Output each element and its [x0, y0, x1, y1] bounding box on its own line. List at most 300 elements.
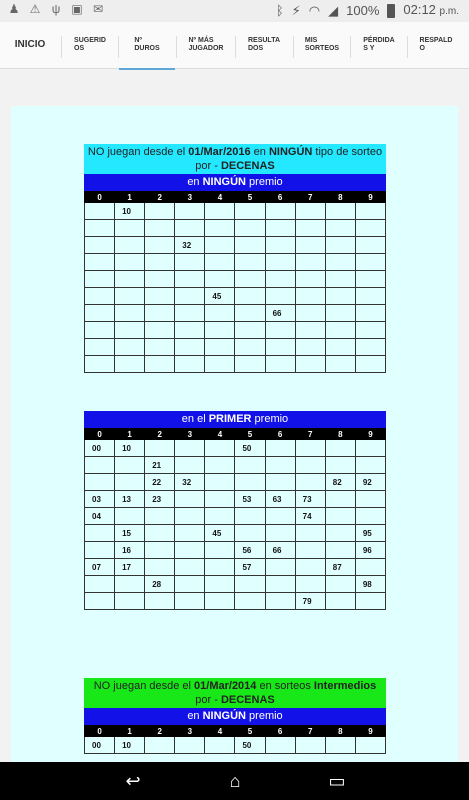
grid-cell: [175, 271, 205, 288]
column-header: 6: [265, 429, 295, 440]
grid-cell: [265, 254, 295, 271]
grid-cell: 21: [145, 457, 175, 474]
grid-cell: [115, 237, 145, 254]
table-row: [85, 440, 386, 457]
grid-cell: [205, 559, 235, 576]
grid-cell: 07: [85, 559, 115, 576]
grid-cell: [325, 508, 355, 525]
home-icon[interactable]: ⌂: [229, 771, 241, 791]
column-header: 1: [115, 429, 145, 440]
grid-cell: [325, 525, 355, 542]
recents-icon[interactable]: ▭: [328, 771, 346, 791]
grid-cell: 00: [85, 440, 115, 457]
column-header: 5: [235, 726, 265, 737]
column-header: 9: [355, 429, 385, 440]
grid-cell: [145, 237, 175, 254]
table-row: [85, 474, 386, 491]
grid-cell: [145, 203, 175, 220]
number-grid: [84, 725, 386, 754]
grid-cell: [145, 593, 175, 610]
grid-cell: [145, 322, 175, 339]
status-left-icons: [8, 2, 104, 16]
grid-cell: [355, 288, 385, 305]
battery-icon: [387, 4, 395, 18]
status-right: [276, 2, 459, 20]
grid-cell: [265, 339, 295, 356]
grid-cell: [145, 288, 175, 305]
section-header: NO juegan desde el 01/Mar/2016 en NINGÚN tipo de sorteo por - DECENAS: [84, 144, 386, 174]
grid-cell: [145, 440, 175, 457]
table-row: [85, 559, 386, 576]
grid-cell: [235, 356, 265, 373]
grid-cell: [265, 237, 295, 254]
grid-cell: [115, 356, 145, 373]
grid-cell: 73: [295, 491, 325, 508]
grid-cell: 04: [85, 508, 115, 525]
section-subheader: en el PRIMER premio: [84, 411, 386, 428]
grid-cell: [325, 356, 355, 373]
tab-mas-jugador[interactable]: Nº MÁS JUGADOR: [188, 37, 224, 52]
grid-cell: [145, 525, 175, 542]
grid-cell: [175, 576, 205, 593]
grid-cell: [265, 457, 295, 474]
grid-cell: [145, 220, 175, 237]
grid-cell: 45: [205, 288, 235, 305]
tab-perdidas[interactable]: PÉRDIDA S Y: [363, 37, 395, 52]
grid-cell: [205, 542, 235, 559]
grid-cell: [325, 737, 355, 754]
grid-cell: [145, 737, 175, 754]
table-row: [85, 288, 386, 305]
table-row: [85, 593, 386, 610]
grid-cell: [235, 203, 265, 220]
grid-cell: [175, 508, 205, 525]
bluetooth-icon: ᛒ: [275, 3, 284, 18]
grid-cell: [205, 508, 235, 525]
grid-cell: [175, 220, 205, 237]
grid-cell: [295, 559, 325, 576]
tab-resultados[interactable]: RESULTA DOS: [247, 37, 281, 52]
grid-cell: [325, 271, 355, 288]
grid-cell: 53: [235, 491, 265, 508]
grid-cell: [265, 593, 295, 610]
mail-icon: ✉: [92, 2, 104, 16]
column-header: 3: [175, 192, 205, 203]
grid-cell: 10: [115, 203, 145, 220]
grid-cell: [265, 508, 295, 525]
grid-cell: [175, 254, 205, 271]
grid-cell: [295, 220, 325, 237]
grid-cell: [355, 271, 385, 288]
grid-cell: [355, 356, 385, 373]
grid-cell: [235, 288, 265, 305]
grid-cell: 10: [115, 737, 145, 754]
grid-cell: 45: [205, 525, 235, 542]
grid-cell: [205, 271, 235, 288]
grid-cell: [325, 491, 355, 508]
grid-cell: [265, 356, 295, 373]
grid-cell: [265, 288, 295, 305]
image-icon: ▣: [71, 2, 83, 16]
table-row: [85, 737, 386, 754]
grid-cell: 32: [175, 474, 205, 491]
grid-cell: [115, 254, 145, 271]
grid-cell: [265, 203, 295, 220]
grid-cell: [175, 356, 205, 373]
grid-cell: [235, 508, 265, 525]
column-header: 6: [265, 726, 295, 737]
status-bar: [0, 0, 469, 22]
column-header: 5: [235, 192, 265, 203]
grid-cell: [85, 220, 115, 237]
column-header: 0: [85, 192, 115, 203]
grid-cell: [355, 220, 385, 237]
column-header: 1: [115, 192, 145, 203]
battery-percent: 100%: [346, 3, 380, 18]
grid-cell: [295, 254, 325, 271]
table-row: [85, 254, 386, 271]
grid-cell: [355, 491, 385, 508]
grid-cell: 66: [265, 542, 295, 559]
column-header: 7: [295, 726, 325, 737]
grid-cell: [205, 593, 235, 610]
grid-cell: [235, 593, 265, 610]
grid-cell: [235, 237, 265, 254]
grid-cell: [145, 254, 175, 271]
results-panel: [11, 106, 458, 762]
grid-cell: [85, 356, 115, 373]
grid-cell: [325, 593, 355, 610]
grid-cell: [325, 288, 355, 305]
grid-cell: 98: [355, 576, 385, 593]
tab-duros[interactable]: Nº DUROS: [119, 22, 175, 68]
grid-cell: [85, 203, 115, 220]
grid-cell: [175, 525, 205, 542]
grid-cell: 23: [145, 491, 175, 508]
grid-cell: [115, 220, 145, 237]
grid-cell: [145, 542, 175, 559]
grid-cell: [265, 322, 295, 339]
table-row: [85, 542, 386, 559]
grid-cell: [265, 737, 295, 754]
signal-icon: ◢: [328, 3, 339, 18]
grid-cell: 82: [325, 474, 355, 491]
grid-cell: [235, 254, 265, 271]
grid-cell: [175, 203, 205, 220]
grid-cell: [295, 525, 325, 542]
grid-cell: [85, 271, 115, 288]
column-header: 4: [205, 726, 235, 737]
grid-cell: [205, 576, 235, 593]
grid-cell: [205, 322, 235, 339]
grid-cell: [85, 322, 115, 339]
column-header: 7: [295, 429, 325, 440]
grid-cell: [325, 203, 355, 220]
grid-cell: 87: [325, 559, 355, 576]
grid-cell: 74: [295, 508, 325, 525]
grid-cell: 00: [85, 737, 115, 754]
grid-cell: [175, 440, 205, 457]
table-row: [85, 305, 386, 322]
grid-cell: [85, 474, 115, 491]
table-row: [85, 220, 386, 237]
table-row: [85, 576, 386, 593]
table-row: [85, 457, 386, 474]
grid-cell: 79: [295, 593, 325, 610]
grid-cell: [295, 271, 325, 288]
column-header: 0: [85, 429, 115, 440]
tab-mis-sorteos[interactable]: MIS SORTEOS: [304, 37, 340, 52]
grid-cell: [355, 737, 385, 754]
grid-cell: [85, 457, 115, 474]
column-header: 9: [355, 192, 385, 203]
grid-cell: [325, 576, 355, 593]
grid-cell: [325, 254, 355, 271]
grid-cell: [325, 237, 355, 254]
section-primer: [84, 411, 386, 610]
grid-cell: [115, 593, 145, 610]
column-header: 4: [205, 429, 235, 440]
grid-cell: [265, 271, 295, 288]
grid-cell: [85, 305, 115, 322]
column-header: 8: [325, 192, 355, 203]
grid-cell: [175, 593, 205, 610]
grid-cell: [355, 508, 385, 525]
grid-cell: [355, 237, 385, 254]
back-icon[interactable]: ↩: [125, 771, 141, 791]
grid-cell: [205, 254, 235, 271]
grid-cell: [355, 322, 385, 339]
tab-respaldo[interactable]: RESPALD O: [419, 37, 453, 52]
grid-cell: [235, 457, 265, 474]
table-row: [85, 237, 386, 254]
grid-cell: [115, 305, 145, 322]
column-header: 1: [115, 726, 145, 737]
grid-cell: 15: [115, 525, 145, 542]
grid-cell: [85, 576, 115, 593]
column-header: 8: [325, 429, 355, 440]
grid-cell: [235, 220, 265, 237]
grid-cell: [235, 322, 265, 339]
column-header: 9: [355, 726, 385, 737]
grid-cell: [295, 322, 325, 339]
table-row: [85, 322, 386, 339]
tab-inicio[interactable]: INICIO: [14, 39, 46, 50]
grid-cell: [235, 271, 265, 288]
grid-cell: 50: [235, 737, 265, 754]
grid-cell: 03: [85, 491, 115, 508]
grid-cell: [295, 305, 325, 322]
grid-cell: [355, 203, 385, 220]
grid-cell: [325, 305, 355, 322]
section-header: NO juegan desde el 01/Mar/2014 en sorteos Intermedios por - DECENAS: [84, 678, 386, 708]
grid-cell: [175, 322, 205, 339]
grid-cell: [115, 322, 145, 339]
grid-cell: [205, 440, 235, 457]
grid-cell: [355, 559, 385, 576]
grid-cell: [235, 576, 265, 593]
table-row: [85, 356, 386, 373]
grid-cell: [325, 220, 355, 237]
grid-cell: [115, 288, 145, 305]
grid-header-row: [85, 726, 386, 737]
grid-cell: [115, 271, 145, 288]
grid-cell: [175, 542, 205, 559]
grid-cell: [145, 508, 175, 525]
table-row: [85, 491, 386, 508]
column-header: 4: [205, 192, 235, 203]
column-header: 5: [235, 429, 265, 440]
grid-cell: [175, 339, 205, 356]
grid-cell: [355, 305, 385, 322]
grid-cell: [325, 440, 355, 457]
column-header: 2: [145, 726, 175, 737]
grid-cell: [205, 339, 235, 356]
grid-cell: [115, 457, 145, 474]
grid-cell: [295, 542, 325, 559]
column-header: 6: [265, 192, 295, 203]
grid-cell: 22: [145, 474, 175, 491]
grid-cell: 17: [115, 559, 145, 576]
grid-cell: [355, 440, 385, 457]
notification-icon: ♟: [8, 2, 20, 16]
number-grid: [84, 428, 386, 610]
grid-cell: [295, 288, 325, 305]
navigation-bar: [0, 762, 469, 800]
grid-cell: 96: [355, 542, 385, 559]
tab-bar: [0, 22, 469, 69]
column-header: 3: [175, 726, 205, 737]
grid-cell: [325, 322, 355, 339]
grid-cell: [145, 339, 175, 356]
grid-cell: [325, 542, 355, 559]
grid-cell: [115, 339, 145, 356]
grid-cell: [205, 237, 235, 254]
grid-cell: [205, 220, 235, 237]
grid-cell: 56: [235, 542, 265, 559]
grid-cell: [355, 339, 385, 356]
grid-cell: [205, 474, 235, 491]
grid-cell: [115, 508, 145, 525]
grid-cell: [355, 457, 385, 474]
grid-cell: [145, 305, 175, 322]
warning-icon: ⚠: [29, 2, 41, 16]
grid-cell: [295, 457, 325, 474]
table-row: [85, 525, 386, 542]
section-ningun-2: [84, 678, 386, 754]
grid-cell: 50: [235, 440, 265, 457]
grid-cell: [235, 474, 265, 491]
grid-cell: 13: [115, 491, 145, 508]
content-area[interactable]: [0, 70, 469, 762]
grid-cell: 57: [235, 559, 265, 576]
grid-cell: 92: [355, 474, 385, 491]
grid-cell: [175, 305, 205, 322]
grid-cell: [265, 220, 295, 237]
grid-cell: [205, 356, 235, 373]
grid-cell: [295, 237, 325, 254]
grid-cell: [85, 593, 115, 610]
grid-cell: 95: [355, 525, 385, 542]
grid-cell: [85, 254, 115, 271]
grid-cell: 32: [175, 237, 205, 254]
grid-cell: [325, 457, 355, 474]
grid-cell: [265, 440, 295, 457]
grid-cell: [145, 356, 175, 373]
column-header: 0: [85, 726, 115, 737]
grid-cell: [205, 305, 235, 322]
grid-cell: [235, 305, 265, 322]
grid-cell: [145, 559, 175, 576]
grid-cell: [205, 457, 235, 474]
grid-cell: [295, 356, 325, 373]
grid-cell: [235, 525, 265, 542]
grid-cell: [265, 576, 295, 593]
column-header: 3: [175, 429, 205, 440]
grid-cell: 66: [265, 305, 295, 322]
grid-cell: [295, 737, 325, 754]
grid-cell: [145, 271, 175, 288]
vibrate-icon: ⚡: [291, 3, 301, 18]
grid-cell: [85, 339, 115, 356]
table-row: [85, 203, 386, 220]
grid-cell: [85, 237, 115, 254]
grid-cell: [115, 474, 145, 491]
usb-icon: ψ: [51, 2, 61, 16]
grid-cell: [295, 339, 325, 356]
grid-cell: 16: [115, 542, 145, 559]
grid-cell: [265, 525, 295, 542]
column-header: 8: [325, 726, 355, 737]
grid-cell: [85, 288, 115, 305]
grid-cell: [175, 288, 205, 305]
grid-cell: [205, 203, 235, 220]
table-row: [85, 271, 386, 288]
column-header: 2: [145, 192, 175, 203]
grid-cell: 63: [265, 491, 295, 508]
section-ningun-1: [84, 144, 386, 373]
grid-header-row: [85, 429, 386, 440]
grid-cell: [355, 254, 385, 271]
column-header: 7: [295, 192, 325, 203]
grid-cell: [295, 440, 325, 457]
grid-cell: 10: [115, 440, 145, 457]
column-header: 2: [145, 429, 175, 440]
tab-sugeridos[interactable]: SUGERID OS: [74, 37, 106, 52]
grid-cell: [235, 339, 265, 356]
grid-cell: [175, 491, 205, 508]
grid-cell: [205, 491, 235, 508]
grid-cell: [295, 474, 325, 491]
grid-header-row: [85, 192, 386, 203]
wifi-icon: ◠: [308, 3, 321, 18]
grid-cell: [355, 593, 385, 610]
section-subheader: en NINGÚN premio: [84, 708, 386, 725]
section-subheader: en NINGÚN premio: [84, 174, 386, 191]
grid-cell: [175, 559, 205, 576]
grid-cell: [175, 737, 205, 754]
grid-cell: [295, 203, 325, 220]
grid-cell: 28: [145, 576, 175, 593]
grid-cell: [115, 576, 145, 593]
clock: 02:12 p.m.: [403, 2, 459, 17]
table-row: [85, 508, 386, 525]
grid-cell: [85, 525, 115, 542]
grid-cell: [85, 542, 115, 559]
grid-cell: [265, 474, 295, 491]
grid-cell: [205, 737, 235, 754]
grid-cell: [295, 576, 325, 593]
